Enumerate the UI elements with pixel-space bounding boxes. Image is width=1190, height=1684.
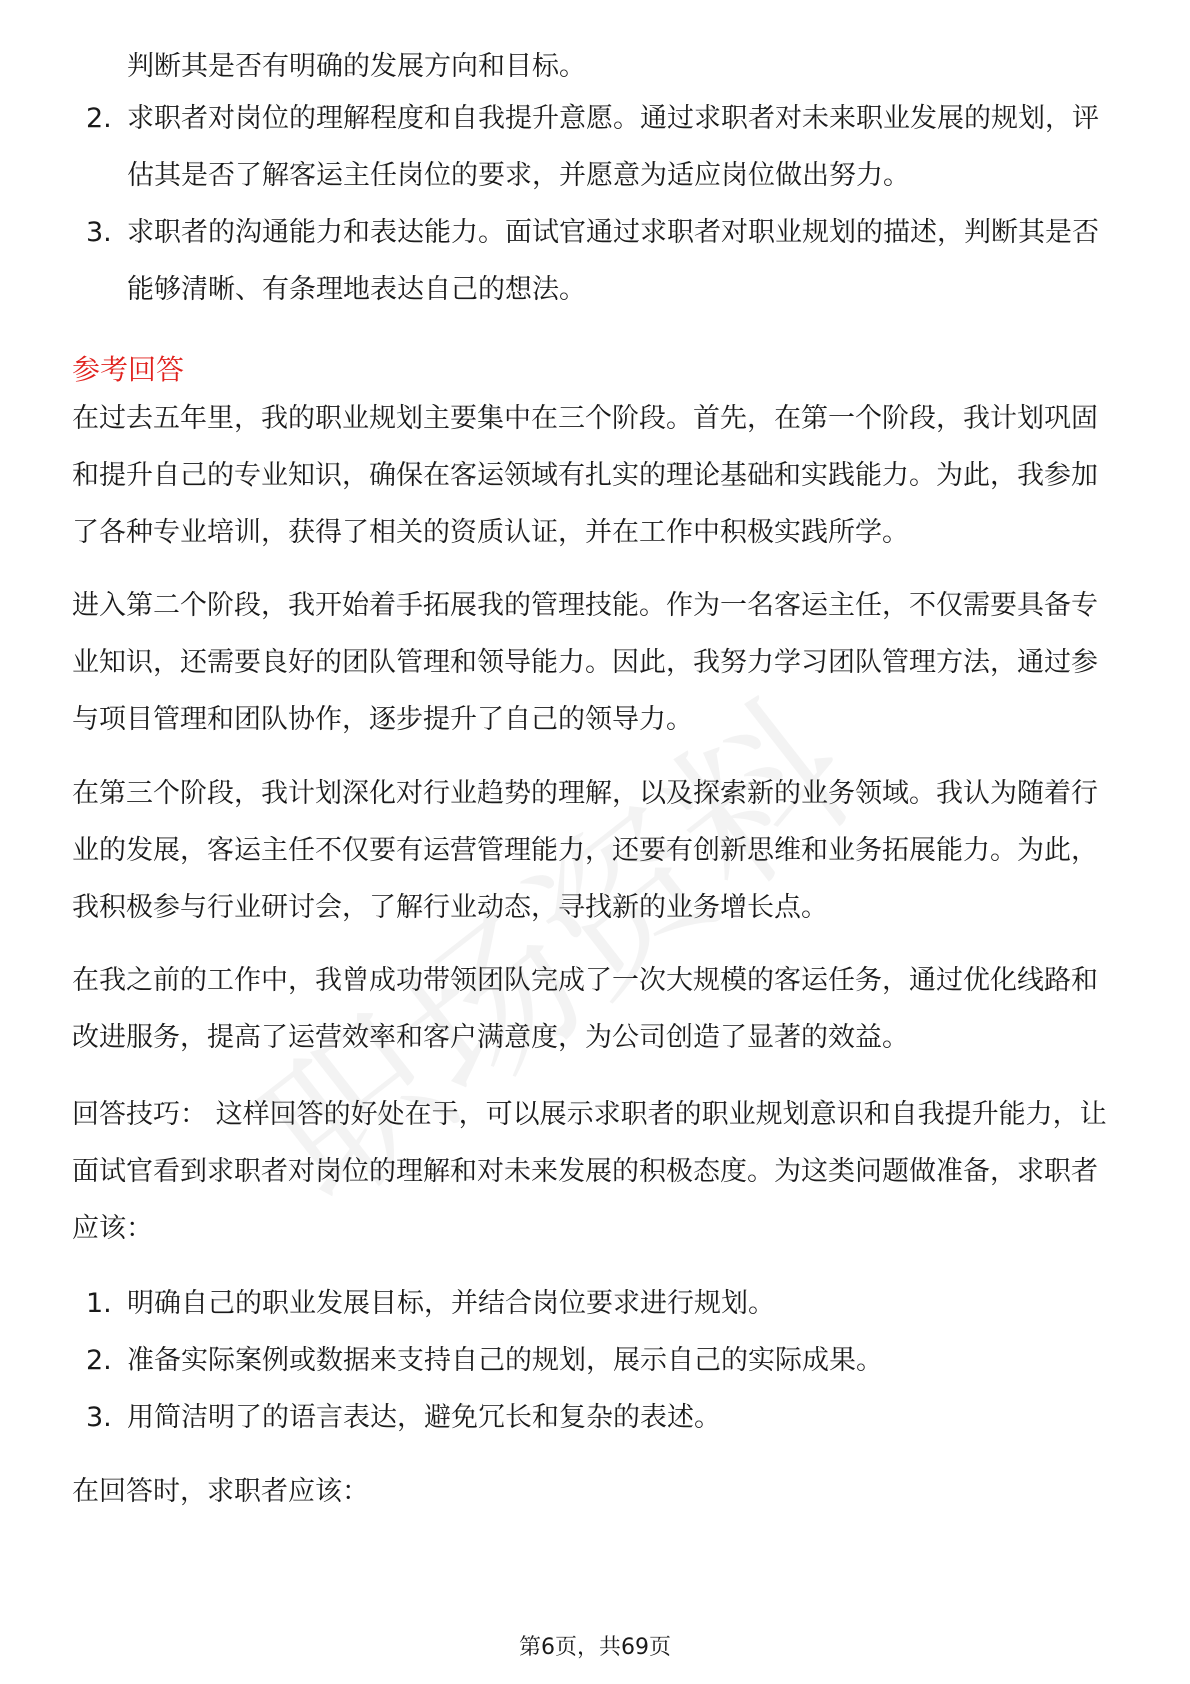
list-item bbox=[0, 1332, 1122, 1389]
list-item bbox=[0, 1275, 1122, 1332]
list-text: 用简洁明了的语言表达，避免冗长和复杂的表述。 bbox=[127, 1402, 721, 1433]
criteria-list bbox=[0, 90, 1190, 318]
tips-list bbox=[0, 1275, 1190, 1446]
list-number: 2. bbox=[86, 1345, 112, 1376]
top-fragment: 判断其是否有明确的发展方向和目标。 bbox=[127, 51, 586, 82]
list-number: 3. bbox=[86, 217, 112, 248]
closing-line: 在回答时，求职者应该： bbox=[72, 1476, 369, 1507]
page-number: 第6页，共69页 bbox=[519, 1635, 671, 1660]
list-text: 明确自己的职业发展目标，并结合岗位要求进行规划。 bbox=[127, 1288, 775, 1319]
list-number: 1. bbox=[86, 1288, 112, 1319]
list-number: 3. bbox=[86, 1402, 112, 1433]
list-text: 准备实际案例或数据来支持自己的规划，展示自己的实际成果。 bbox=[127, 1345, 883, 1376]
list-item bbox=[0, 204, 1122, 318]
paragraph: 在过去五年里，我的职业规划主要集中在三个阶段。首先，在第一个阶段，我计划巩固和提升自己的专业知识，确保在客运领域有扎实的理论基础和实践能力。为此，我参加了各种专业培训，获得了相关的资质认证，并在工作中积极实践所学。 bbox=[72, 403, 1098, 548]
list-text: 求职者对岗位的理解程度和自我提升意愿。通过求职者对未来职业发展的规划，评估其是否了解客运主任岗位的要求，并愿意为适应岗位做出努力。 bbox=[127, 103, 1099, 191]
paragraph: 进入第二个阶段，我开始着手拓展我的管理技能。作为一名客运主任，不仅需要具备专业知识，还需要良好的团队管理和领导能力。因此，我努力学习团队管理方法，通过参与项目管理和团队协作，逐步提升了自己的领导力。 bbox=[72, 590, 1098, 735]
list-text: 求职者的沟通能力和表达能力。面试官通过求职者对职业规划的描述，判断其是否能够清晰、有条理地表达自己的想法。 bbox=[127, 217, 1099, 305]
answer-tips: 回答技巧： 这样回答的好处在于，可以展示求职者的职业规划意识和自我提升能力，让面试官看到求职者对岗位的理解和对未来发展的积极态度。为这类问题做准备，求职者应该： bbox=[72, 1099, 1107, 1244]
paragraph: 在我之前的工作中，我曾成功带领团队完成了一次大规模的客运任务，通过优化线路和改进服务，提高了运营效率和客户满意度，为公司创造了显著的效益。 bbox=[72, 965, 1098, 1053]
paragraph: 在第三个阶段，我计划深化对行业趋势的理解，以及探索新的业务领域。我认为随着行业的发展，客运主任不仅要有运营管理能力，还要有创新思维和业务拓展能力。为此，我积极参与行业研讨会，了解行业动态，寻找新的业务增长点。 bbox=[72, 778, 1098, 923]
list-number: 2. bbox=[86, 103, 112, 134]
list-item bbox=[0, 1389, 1122, 1446]
section-heading: 参考回答 bbox=[72, 353, 185, 386]
list-item bbox=[0, 90, 1122, 204]
